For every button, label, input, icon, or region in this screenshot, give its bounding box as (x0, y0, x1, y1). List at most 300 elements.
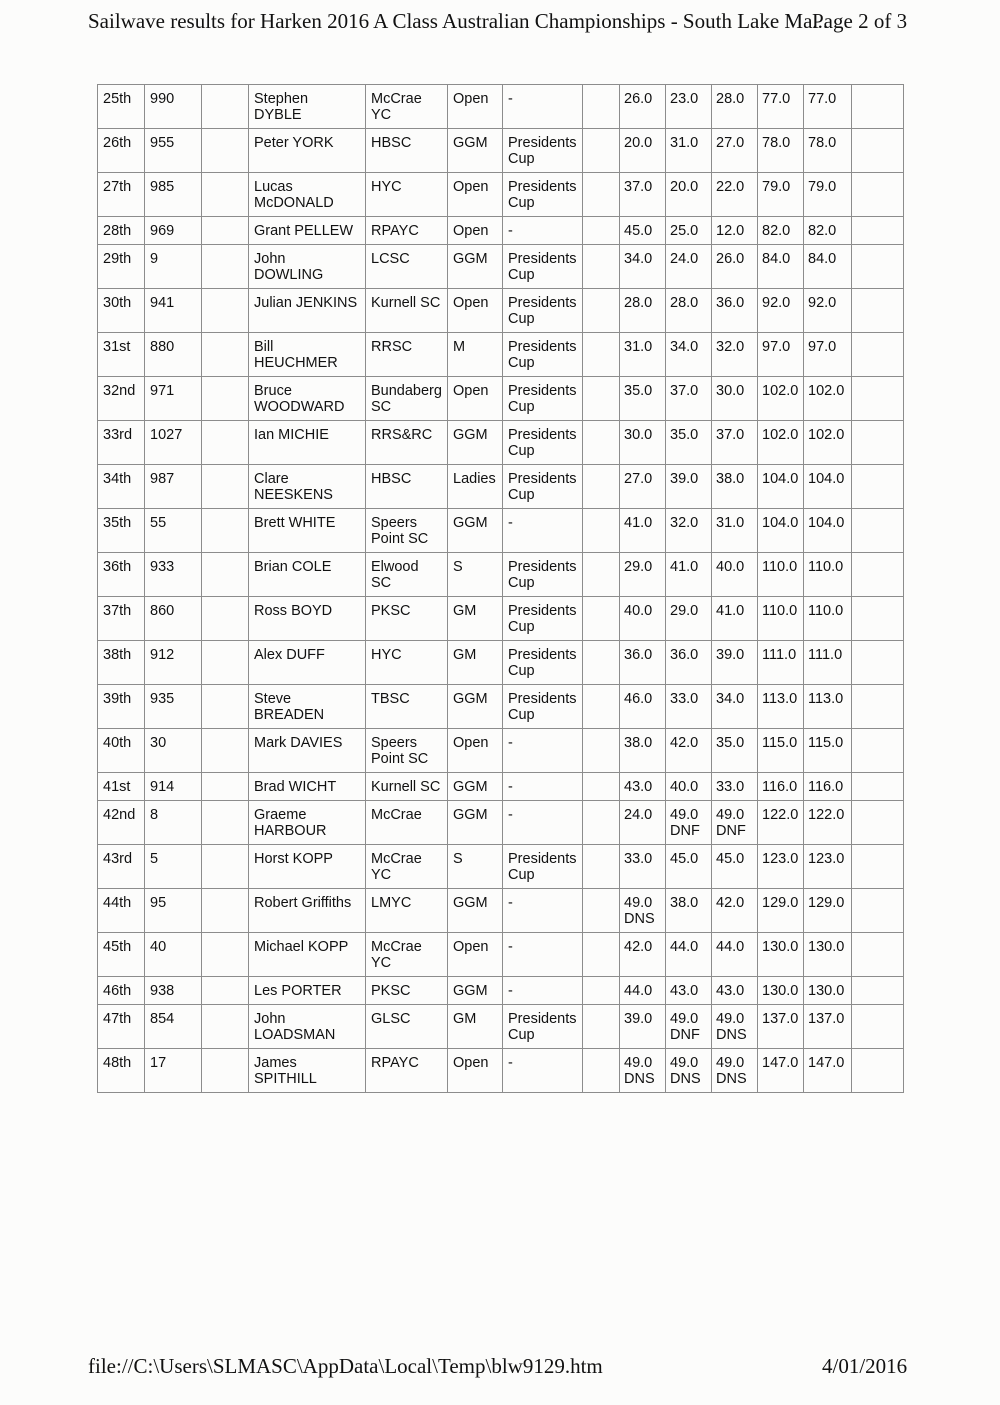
helm-name-cell (249, 377, 366, 421)
nett-cell: 130.0 (804, 977, 852, 1005)
trophy-cell (503, 773, 583, 801)
club-line-1: Bundaberg (371, 383, 442, 399)
club-line-1: Speers (371, 735, 417, 751)
race-2-score-line-1: 49.0 (670, 1011, 699, 1027)
nett-cell: 130.0 (804, 933, 852, 977)
club-cell (366, 421, 448, 465)
helm-name-line-1: Graeme (254, 807, 307, 823)
nett-cell: 137.0 (804, 1005, 852, 1049)
helm-name-cell (249, 1049, 366, 1093)
total-cell: 113.0 (758, 685, 804, 729)
table-row (98, 465, 904, 509)
race-3-score-cell (712, 641, 758, 685)
helm-name-line-2: DYBLE (254, 107, 302, 123)
club-cell (366, 553, 448, 597)
race-1-score-cell (620, 129, 666, 173)
trophy-cell (503, 217, 583, 245)
race-1-score-line-1: 20.0 (624, 135, 653, 151)
table-row (98, 1049, 904, 1093)
helm-name-cell (249, 465, 366, 509)
total-cell: 137.0 (758, 1005, 804, 1049)
sail-number-cell: 880 (145, 333, 202, 377)
empty-cell (583, 729, 620, 773)
helm-name-cell (249, 773, 366, 801)
race-2-score-line-1: 32.0 (670, 515, 699, 531)
race-1-score-cell (620, 1005, 666, 1049)
sail-number-cell: 5 (145, 845, 202, 889)
total-cell: 84.0 (758, 245, 804, 289)
table-row (98, 173, 904, 217)
race-2-score-line-1: 40.0 (670, 779, 699, 795)
total-cell: 115.0 (758, 729, 804, 773)
division-cell: GGM (448, 685, 503, 729)
empty-cell (202, 641, 249, 685)
race-1-score-cell (620, 377, 666, 421)
helm-name-cell (249, 685, 366, 729)
division-cell: S (448, 845, 503, 889)
club-cell (366, 217, 448, 245)
table-row (98, 553, 904, 597)
race-2-score-cell (666, 465, 712, 509)
trophy-cell (503, 845, 583, 889)
helm-name-cell (249, 129, 366, 173)
club-cell (366, 773, 448, 801)
empty-cell (202, 801, 249, 845)
club-line-2: SC (371, 399, 392, 415)
empty-cell (852, 245, 904, 289)
race-3-score-line-1: 28.0 (716, 91, 745, 107)
race-2-score-line-1: 37.0 (670, 383, 699, 399)
race-3-score-cell (712, 173, 758, 217)
club-line-1: Kurnell SC (371, 295, 441, 311)
race-2-score-cell (666, 729, 712, 773)
helm-name-cell (249, 597, 366, 641)
empty-cell (852, 553, 904, 597)
sail-number-cell: 985 (145, 173, 202, 217)
helm-name-cell (249, 421, 366, 465)
race-2-score-line-1: 20.0 (670, 179, 699, 195)
club-cell (366, 173, 448, 217)
helm-name-line-2: SPITHILL (254, 1071, 317, 1087)
race-3-score-line-1: 38.0 (716, 471, 745, 487)
club-line-2: Point SC (371, 751, 429, 767)
empty-cell (202, 217, 249, 245)
race-1-score-cell (620, 85, 666, 129)
race-3-score-line-1: 45.0 (716, 851, 745, 867)
total-cell: 110.0 (758, 553, 804, 597)
trophy-line-2: Cup (508, 619, 535, 635)
empty-cell (202, 729, 249, 773)
nett-cell: 129.0 (804, 889, 852, 933)
page-header (0, 9, 1000, 35)
table-row (98, 685, 904, 729)
sail-number-cell: 40 (145, 933, 202, 977)
race-3-score-line-1: 27.0 (716, 135, 745, 151)
file-path: file://C:\Users\SLMASC\AppData\Local\Temp\blw9129.htm (88, 1354, 603, 1378)
race-2-score-line-1: 44.0 (670, 939, 699, 955)
race-3-score-line-1: 44.0 (716, 939, 745, 955)
race-3-score-line-1: 37.0 (716, 427, 745, 443)
race-2-score-line-2: DNF (670, 1027, 700, 1043)
helm-name-line-2: McDONALD (254, 195, 334, 211)
club-cell (366, 289, 448, 333)
table-row (98, 597, 904, 641)
club-line-1: HYC (371, 179, 402, 195)
race-3-score-cell (712, 377, 758, 421)
race-2-score-line-1: 36.0 (670, 647, 699, 663)
nett-cell: 147.0 (804, 1049, 852, 1093)
club-cell (366, 333, 448, 377)
race-1-score-line-1: 40.0 (624, 603, 653, 619)
helm-name-line-1: John (254, 1011, 286, 1027)
trophy-cell (503, 465, 583, 509)
race-3-score-cell (712, 85, 758, 129)
division-cell: GGM (448, 421, 503, 465)
club-line-1: RPAYC (371, 223, 419, 239)
empty-cell (583, 421, 620, 465)
empty-cell (583, 933, 620, 977)
race-1-score-line-1: 46.0 (624, 691, 653, 707)
race-2-score-line-1: 33.0 (670, 691, 699, 707)
race-2-score-cell (666, 845, 712, 889)
empty-cell (583, 801, 620, 845)
race-3-score-line-1: 43.0 (716, 983, 745, 999)
trophy-cell (503, 801, 583, 845)
helm-name-line-1: Alex DUFF (254, 647, 325, 663)
race-1-score-line-1: 49.0 (624, 1055, 653, 1071)
division-cell: Open (448, 289, 503, 333)
division-cell: Open (448, 85, 503, 129)
rank-cell: 30th (98, 289, 145, 333)
sail-number-cell: 1027 (145, 421, 202, 465)
sail-number-cell: 95 (145, 889, 202, 933)
trophy-cell (503, 641, 583, 685)
helm-name-line-2: BREADEN (254, 707, 325, 723)
race-1-score-line-1: 28.0 (624, 295, 653, 311)
empty-cell (202, 845, 249, 889)
race-3-score-line-1: 36.0 (716, 295, 745, 311)
race-2-score-cell (666, 173, 712, 217)
club-line-2: YC (371, 955, 392, 971)
division-cell: Open (448, 173, 503, 217)
total-cell: 110.0 (758, 597, 804, 641)
trophy-line-1: - (508, 807, 513, 823)
trophy-line-2: Cup (508, 867, 535, 883)
division-cell: Open (448, 217, 503, 245)
sail-number-cell: 935 (145, 685, 202, 729)
total-cell: 102.0 (758, 377, 804, 421)
division-cell: M (448, 333, 503, 377)
empty-cell (583, 889, 620, 933)
trophy-line-1: Presidents (508, 691, 577, 707)
club-line-1: LCSC (371, 251, 410, 267)
race-1-score-line-1: 43.0 (624, 779, 653, 795)
rank-cell: 25th (98, 85, 145, 129)
sail-number-cell: 8 (145, 801, 202, 845)
rank-cell: 43rd (98, 845, 145, 889)
empty-cell (202, 465, 249, 509)
rank-cell: 36th (98, 553, 145, 597)
table-row (98, 845, 904, 889)
race-1-score-cell (620, 685, 666, 729)
race-1-score-cell (620, 773, 666, 801)
table-row (98, 729, 904, 773)
race-2-score-line-1: 28.0 (670, 295, 699, 311)
trophy-line-1: Presidents (508, 251, 577, 267)
club-line-1: McCrae (371, 807, 422, 823)
trophy-line-1: - (508, 735, 513, 751)
nett-cell: 102.0 (804, 421, 852, 465)
sail-number-cell: 914 (145, 773, 202, 801)
rank-cell: 41st (98, 773, 145, 801)
club-line-1: McCrae (371, 939, 422, 955)
race-2-score-line-1: 23.0 (670, 91, 699, 107)
helm-name-line-1: Bill (254, 339, 274, 355)
race-1-score-line-1: 38.0 (624, 735, 653, 751)
club-line-1: RRS&RC (371, 427, 433, 443)
race-3-score-line-2: DNS (716, 1027, 747, 1043)
sail-number-cell: 854 (145, 1005, 202, 1049)
race-1-score-cell (620, 977, 666, 1005)
club-line-1: TBSC (371, 691, 410, 707)
empty-cell (852, 773, 904, 801)
race-2-score-line-1: 49.0 (670, 1055, 699, 1071)
empty-cell (852, 889, 904, 933)
trophy-line-1: Presidents (508, 1011, 577, 1027)
race-3-score-cell (712, 289, 758, 333)
club-line-2: YC (371, 107, 392, 123)
race-3-score-line-1: 31.0 (716, 515, 745, 531)
rank-cell: 27th (98, 173, 145, 217)
race-2-score-cell (666, 977, 712, 1005)
club-cell (366, 597, 448, 641)
rank-cell: 38th (98, 641, 145, 685)
race-3-score-line-1: 26.0 (716, 251, 745, 267)
sail-number-cell: 17 (145, 1049, 202, 1093)
helm-name-line-1: Michael KOPP (254, 939, 349, 955)
race-2-score-line-1: 43.0 (670, 983, 699, 999)
trophy-line-1: Presidents (508, 427, 577, 443)
sail-number-cell: 912 (145, 641, 202, 685)
race-1-score-line-1: 45.0 (624, 223, 653, 239)
race-2-score-line-1: 25.0 (670, 223, 699, 239)
division-cell: GGM (448, 773, 503, 801)
trophy-cell (503, 729, 583, 773)
page-title: Sailwave results for Harken 2016 A Class Australian Championships - South Lake Ma... (88, 9, 829, 33)
race-2-score-cell (666, 85, 712, 129)
trophy-line-1: Presidents (508, 179, 577, 195)
table-row (98, 509, 904, 553)
race-3-score-line-1: 49.0 (716, 1055, 745, 1071)
division-cell: GGM (448, 509, 503, 553)
club-cell (366, 977, 448, 1005)
helm-name-cell (249, 85, 366, 129)
empty-cell (852, 289, 904, 333)
rank-cell: 32nd (98, 377, 145, 421)
empty-cell (852, 129, 904, 173)
empty-cell (202, 933, 249, 977)
empty-cell (852, 1005, 904, 1049)
table-row (98, 217, 904, 245)
division-cell: Open (448, 377, 503, 421)
helm-name-cell (249, 641, 366, 685)
club-cell (366, 845, 448, 889)
race-2-score-cell (666, 333, 712, 377)
table-row (98, 933, 904, 977)
empty-cell (852, 333, 904, 377)
total-cell: 111.0 (758, 641, 804, 685)
race-2-score-line-1: 38.0 (670, 895, 699, 911)
division-cell: Open (448, 1049, 503, 1093)
nett-cell: 122.0 (804, 801, 852, 845)
race-3-score-cell (712, 729, 758, 773)
results-table (97, 84, 904, 1093)
empty-cell (202, 129, 249, 173)
results-body (98, 85, 904, 1093)
race-1-score-line-1: 42.0 (624, 939, 653, 955)
trophy-cell (503, 685, 583, 729)
club-cell (366, 465, 448, 509)
empty-cell (852, 509, 904, 553)
division-cell: GM (448, 641, 503, 685)
race-3-score-line-1: 12.0 (716, 223, 745, 239)
table-row (98, 641, 904, 685)
race-1-score-line-1: 30.0 (624, 427, 653, 443)
helm-name-line-1: Brad WICHT (254, 779, 337, 795)
empty-cell (852, 421, 904, 465)
race-1-score-line-2: DNS (624, 911, 655, 927)
rank-cell: 31st (98, 333, 145, 377)
race-1-score-line-1: 49.0 (624, 895, 653, 911)
sail-number-cell: 955 (145, 129, 202, 173)
rank-cell: 46th (98, 977, 145, 1005)
empty-cell (202, 173, 249, 217)
club-line-1: Kurnell SC (371, 779, 441, 795)
helm-name-cell (249, 217, 366, 245)
race-1-score-cell (620, 1049, 666, 1093)
race-1-score-cell (620, 217, 666, 245)
empty-cell (583, 173, 620, 217)
total-cell: 130.0 (758, 977, 804, 1005)
empty-cell (202, 773, 249, 801)
division-cell: GGM (448, 245, 503, 289)
race-1-score-cell (620, 845, 666, 889)
nett-cell: 110.0 (804, 553, 852, 597)
club-line-1: McCrae (371, 851, 422, 867)
trophy-line-2: Cup (508, 443, 535, 459)
empty-cell (852, 377, 904, 421)
trophy-line-1: - (508, 223, 513, 239)
empty-cell (583, 1005, 620, 1049)
helm-name-line-1: Grant PELLEW (254, 223, 354, 239)
total-cell: 130.0 (758, 933, 804, 977)
race-1-score-cell (620, 889, 666, 933)
print-date: 4/01/2016 (822, 1354, 908, 1378)
division-cell: GM (448, 597, 503, 641)
rank-cell: 48th (98, 1049, 145, 1093)
helm-name-line-1: Ian MICHIE (254, 427, 329, 443)
nett-cell: 111.0 (804, 641, 852, 685)
division-cell: Ladies (448, 465, 503, 509)
rank-cell: 39th (98, 685, 145, 729)
rank-cell: 35th (98, 509, 145, 553)
race-3-score-cell (712, 889, 758, 933)
table-row (98, 289, 904, 333)
empty-cell (583, 641, 620, 685)
empty-cell (852, 845, 904, 889)
race-3-score-line-1: 30.0 (716, 383, 745, 399)
empty-cell (202, 889, 249, 933)
trophy-line-2: Cup (508, 151, 535, 167)
trophy-line-2: Cup (508, 399, 535, 415)
rank-cell: 40th (98, 729, 145, 773)
empty-cell (852, 465, 904, 509)
race-1-score-line-1: 44.0 (624, 983, 653, 999)
helm-name-cell (249, 889, 366, 933)
race-3-score-cell (712, 845, 758, 889)
club-line-2: YC (371, 867, 392, 883)
trophy-cell (503, 333, 583, 377)
race-3-score-line-1: 35.0 (716, 735, 745, 751)
division-cell: GGM (448, 977, 503, 1005)
total-cell: 78.0 (758, 129, 804, 173)
empty-cell (202, 377, 249, 421)
trophy-line-1: Presidents (508, 383, 577, 399)
sail-number-cell: 30 (145, 729, 202, 773)
trophy-line-1: - (508, 91, 513, 107)
helm-name-line-1: Steve (254, 691, 292, 707)
club-line-1: Speers (371, 515, 417, 531)
nett-cell: 97.0 (804, 333, 852, 377)
helm-name-line-2: DOWLING (254, 267, 324, 283)
club-cell (366, 801, 448, 845)
empty-cell (202, 333, 249, 377)
trophy-cell (503, 85, 583, 129)
total-cell: 82.0 (758, 217, 804, 245)
sail-number-cell: 860 (145, 597, 202, 641)
trophy-cell (503, 977, 583, 1005)
race-1-score-cell (620, 509, 666, 553)
club-cell (366, 729, 448, 773)
helm-name-cell (249, 509, 366, 553)
total-cell: 123.0 (758, 845, 804, 889)
helm-name-line-1: Bruce (254, 383, 292, 399)
helm-name-line-1: Brett WHITE (254, 515, 336, 531)
race-2-score-line-1: 35.0 (670, 427, 699, 443)
trophy-cell (503, 289, 583, 333)
club-line-1: HBSC (371, 135, 412, 151)
nett-cell: 116.0 (804, 773, 852, 801)
race-3-score-line-1: 40.0 (716, 559, 745, 575)
race-3-score-line-1: 33.0 (716, 779, 745, 795)
nett-cell: 123.0 (804, 845, 852, 889)
club-line-2: SC (371, 575, 392, 591)
empty-cell (202, 85, 249, 129)
race-1-score-cell (620, 553, 666, 597)
empty-cell (202, 1049, 249, 1093)
nett-cell: 104.0 (804, 509, 852, 553)
empty-cell (852, 217, 904, 245)
helm-name-line-1: Ross BOYD (254, 603, 333, 619)
race-1-score-cell (620, 729, 666, 773)
trophy-line-1: - (508, 983, 513, 999)
race-3-score-cell (712, 245, 758, 289)
table-row (98, 421, 904, 465)
race-3-score-cell (712, 217, 758, 245)
helm-name-line-1: Julian JENKINS (254, 295, 358, 311)
table-row (98, 889, 904, 933)
helm-name-line-1: Lucas (254, 179, 293, 195)
